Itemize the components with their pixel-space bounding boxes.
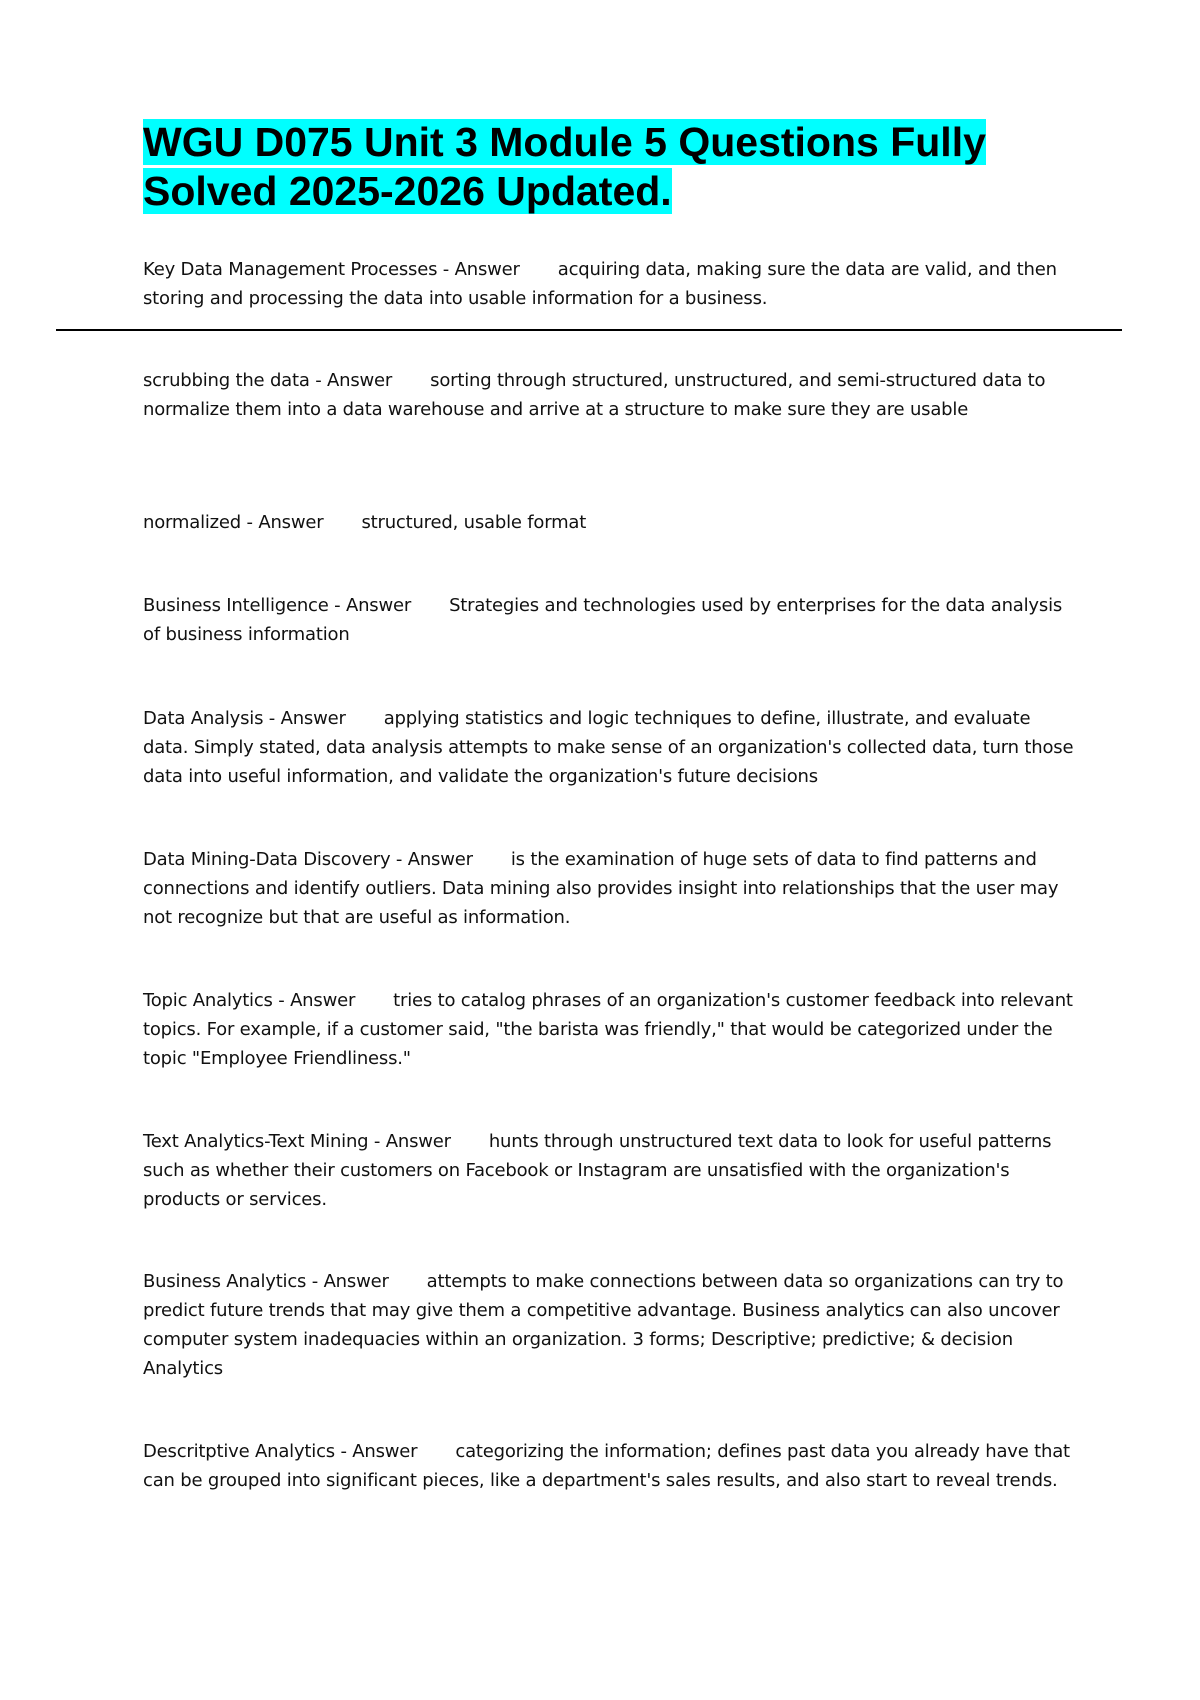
entry-definition: acquiring data, making sure the data are valid, and then storing and processing the data into usable information for a business. bbox=[143, 259, 1057, 309]
entry-definition: is the examination of huge sets of data to find patterns and connections and identify outliers. Data mining also provides insight into relationships that the user may not recognize but that are useful as information. bbox=[143, 849, 1059, 928]
qa-entry bbox=[143, 508, 1078, 537]
qa-entry bbox=[143, 704, 1078, 791]
entry-definition: Strategies and technologies used by enterprises for the data analysis of business information bbox=[143, 595, 1063, 645]
entry-term: Descritptive Analytics - Answer bbox=[143, 1441, 418, 1462]
qa-entry bbox=[143, 591, 1078, 649]
section-divider bbox=[56, 329, 1122, 331]
entry-term: Topic Analytics - Answer bbox=[143, 990, 356, 1011]
entry-definition: categorizing the information; defines past data you already have that can be grouped into significant pieces, like a department's sales results, and also start to reveal trends. bbox=[143, 1441, 1070, 1491]
entry-term: Text Analytics-Text Mining - Answer bbox=[143, 1131, 451, 1152]
entry-definition: attempts to make connections between data so organizations can try to predict future trends that may give them a competitive advantage. Business analytics can also uncover computer system inadequacies within an organization. 3 forms; Descriptive; predictive; & decision Analytics bbox=[143, 1271, 1064, 1379]
document-title: WGU D075 Unit 3 Module 5 Questions Fully Solved 2025-2026 Updated. bbox=[143, 119, 986, 214]
qa-entry bbox=[143, 1437, 1078, 1495]
entry-definition: tries to catalog phrases of an organization's customer feedback into relevant topics. For example, if a customer said, "the barista was friendly," that would be categorized under the topic "Employee Friendliness." bbox=[143, 990, 1073, 1069]
entry-term: Data Mining-Data Discovery - Answer bbox=[143, 849, 473, 870]
entry-term: Data Analysis - Answer bbox=[143, 708, 346, 729]
entry-definition: sorting through structured, unstructured, and semi-structured data to normalize them into a data warehouse and arrive at a structure to make sure they are usable bbox=[143, 370, 1046, 420]
entry-definition: structured, usable format bbox=[361, 512, 587, 533]
qa-entry bbox=[143, 366, 1078, 424]
qa-entry bbox=[143, 986, 1078, 1073]
entry-term: scrubbing the data - Answer bbox=[143, 370, 393, 391]
entry-definition: applying statistics and logic techniques to define, illustrate, and evaluate data. Simply stated, data analysis attempts to make sense of an organization's collected data, turn those data into useful information, and validate the organization's future decisions bbox=[143, 708, 1074, 787]
entry-term: normalized - Answer bbox=[143, 512, 324, 533]
qa-entry bbox=[143, 255, 1078, 313]
entry-term: Business Intelligence - Answer bbox=[143, 595, 412, 616]
entry-term: Business Analytics - Answer bbox=[143, 1271, 389, 1292]
entry-term: Key Data Management Processes - Answer bbox=[143, 259, 520, 280]
qa-entry bbox=[143, 845, 1078, 932]
qa-entry bbox=[143, 1127, 1078, 1214]
title-block bbox=[143, 118, 1043, 216]
entry-definition: hunts through unstructured text data to look for useful patterns such as whether their customers on Facebook or Instagram are unsatisfied with the organization's products or services. bbox=[143, 1131, 1052, 1210]
qa-entry bbox=[143, 1267, 1078, 1383]
